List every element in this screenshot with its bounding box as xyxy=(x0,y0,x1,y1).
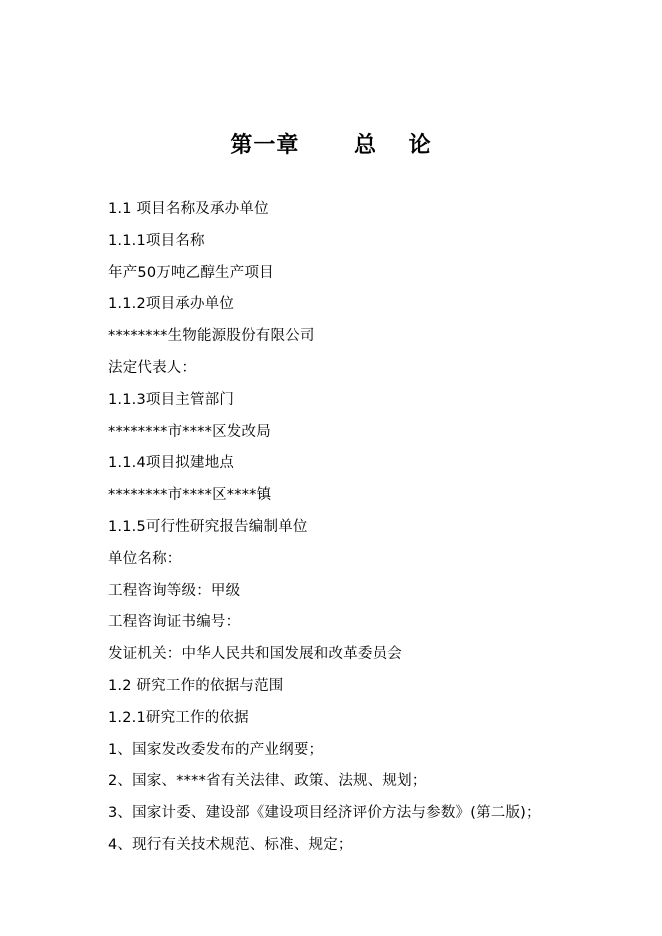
basis-item-3: 3、国家计委、建设部《建设项目经济评价方法与参数》(第二版)； xyxy=(108,805,541,822)
certificate-number-text: 工程咨询证书编号： xyxy=(108,614,241,631)
subsection-heading-1-1-2: 1.1.2项目承办单位 xyxy=(108,296,235,313)
subsection-heading-1-1-1: 1.1.1项目名称 xyxy=(108,232,205,249)
project-name-text: 年产50万吨乙醇生产项目 xyxy=(108,264,274,281)
basis-item-1: 1、国家发改委发布的产业纲要； xyxy=(108,741,324,758)
consulting-grade-text: 工程咨询等级：甲级 xyxy=(108,582,241,599)
subsection-heading-1-1-4: 1.1.4项目拟建地点 xyxy=(108,455,235,472)
basis-item-2: 2、国家、****省有关法律、政策、法规、规划； xyxy=(108,773,427,790)
subsection-heading-1-1-5: 1.1.5可行性研究报告编制单位 xyxy=(108,518,308,535)
section-heading-1-2: 1.2 研究工作的依据与范围 xyxy=(108,677,284,694)
issuing-authority-text: 发证机关：中华人民共和国发展和改革委员会 xyxy=(108,646,402,663)
organizer-name-text: ********生物能源股份有限公司 xyxy=(108,328,315,345)
legal-representative-text: 法定代表人： xyxy=(108,359,197,376)
supervising-department-text: ********市****区发改局 xyxy=(108,423,271,440)
section-heading-1-1: 1.1 项目名称及承办单位 xyxy=(108,201,269,217)
subsection-heading-1-2-1: 1.2.1研究工作的依据 xyxy=(108,709,249,726)
basis-item-4: 4、现行有关技术规范、标准、规定； xyxy=(108,836,353,853)
document-body xyxy=(108,194,628,862)
project-location-text: ********市****区****镇 xyxy=(108,487,272,504)
subsection-heading-1-1-3: 1.1.3项目主管部门 xyxy=(108,391,235,408)
unit-name-text: 单位名称： xyxy=(108,550,182,567)
chapter-title: 第一章 总 论 xyxy=(230,132,432,158)
